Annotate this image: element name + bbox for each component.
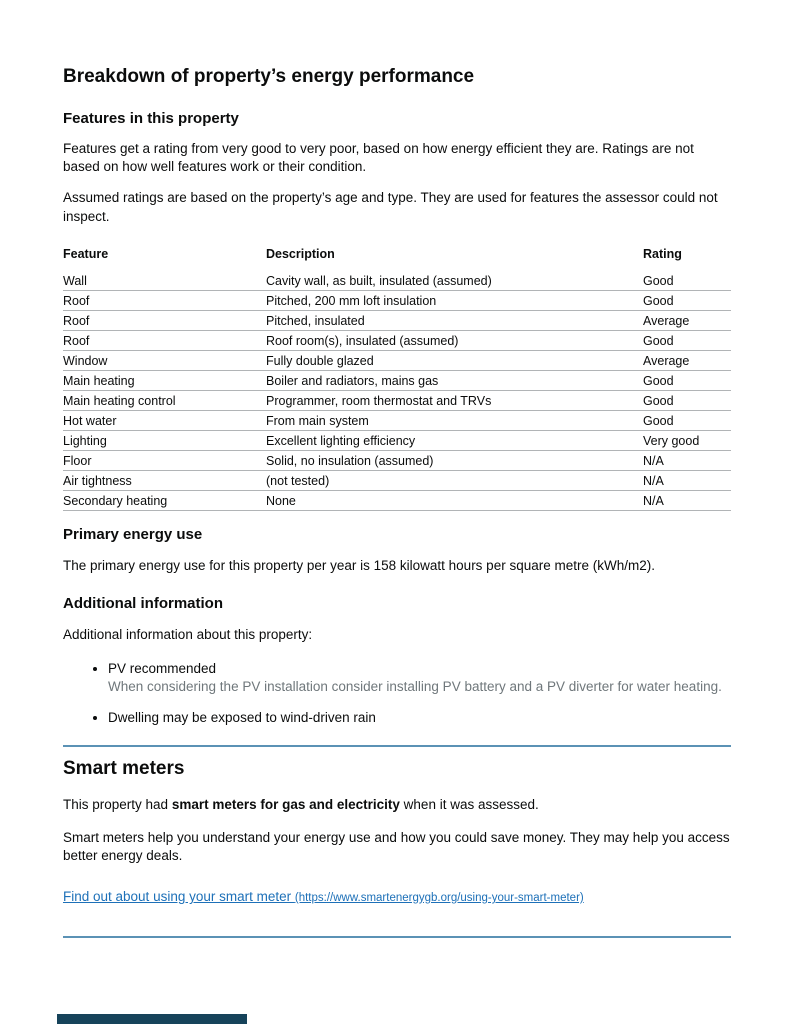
table-row <box>63 451 731 471</box>
rating-cell: Good <box>643 411 731 431</box>
table-row <box>63 271 731 291</box>
description-cell: Pitched, 200 mm loft insulation <box>266 291 643 311</box>
additional-info-list <box>63 660 731 728</box>
description-cell: From main system <box>266 411 643 431</box>
feature-cell: Wall <box>63 271 266 291</box>
page-footer-bar <box>57 1014 247 1024</box>
description-cell: (not tested) <box>266 471 643 491</box>
rating-cell: N/A <box>643 451 731 471</box>
rating-cell: N/A <box>643 471 731 491</box>
description-cell: Programmer, room thermostat and TRVs <box>266 391 643 411</box>
assessed-prefix: This property had <box>63 797 172 813</box>
features-table <box>63 247 731 511</box>
table-row <box>63 331 731 351</box>
link-url-text: (https://www.smartenergygb.org/using-your-smart-meter) <box>294 892 584 905</box>
rating-cell: Good <box>643 391 731 411</box>
feature-cell: Window <box>63 351 266 371</box>
table-row <box>63 371 731 391</box>
assessed-suffix: when it was assessed. <box>399 797 539 813</box>
table-row <box>63 431 731 451</box>
description-cell: Pitched, insulated <box>266 311 643 331</box>
feature-cell: Hot water <box>63 411 266 431</box>
table-row <box>63 411 731 431</box>
description-cell: Fully double glazed <box>266 351 643 371</box>
smart-meters-heading: Smart meters <box>63 758 185 780</box>
features-heading: Features in this property <box>63 109 239 127</box>
smart-meters-info-paragraph: Smart meters help you understand your energy use and how you could save money. They may help you access better energy deals. <box>63 829 730 864</box>
bullet-note: When considering the PV installation consider installing PV battery and a PV diverter for water heating. <box>108 679 722 695</box>
rating-cell: Very good <box>643 431 731 451</box>
table-row <box>63 351 731 371</box>
description-cell: Solid, no insulation (assumed) <box>266 451 643 471</box>
feature-cell: Air tightness <box>63 471 266 491</box>
list-item <box>108 709 731 728</box>
smart-meter-link[interactable] <box>63 889 584 904</box>
additional-info-intro: Additional information about this property: <box>63 626 313 642</box>
description-cell: Excellent lighting efficiency <box>266 431 643 451</box>
feature-cell: Main heating <box>63 371 266 391</box>
feature-cell: Main heating control <box>63 391 266 411</box>
features-table-header-row <box>63 247 731 271</box>
primary-energy-heading: Primary energy use <box>63 526 203 544</box>
table-row <box>63 311 731 331</box>
smart-meter-link-paragraph <box>63 888 731 907</box>
feature-cell: Roof <box>63 331 266 351</box>
column-header-description: Description <box>266 247 335 262</box>
rating-cell: N/A <box>643 491 731 511</box>
smart-meters-assessed-paragraph <box>63 796 731 815</box>
additional-info-heading: Additional information <box>63 594 223 612</box>
feature-cell: Secondary heating <box>63 491 266 511</box>
assessed-bold: smart meters for gas and electricity <box>171 797 400 813</box>
rating-cell: Good <box>643 271 731 291</box>
rating-cell: Good <box>643 331 731 351</box>
rating-cell: Average <box>643 351 731 371</box>
rating-cell: Average <box>643 311 731 331</box>
table-row <box>63 491 731 511</box>
column-header-feature: Feature <box>63 247 109 262</box>
section-divider <box>63 745 731 747</box>
table-row <box>63 471 731 491</box>
feature-cell: Roof <box>63 291 266 311</box>
link-label: Find out about using your smart meter <box>63 889 295 905</box>
description-cell: Cavity wall, as built, insulated (assumed) <box>266 271 643 291</box>
features-intro-paragraph: Features get a rating from very good to very poor, based on how energy efficient they are. Ratings are not based on how well features work or their condition. <box>63 140 694 175</box>
rating-cell: Good <box>643 371 731 391</box>
page-title: Breakdown of property’s energy performance <box>63 66 475 87</box>
feature-cell: Lighting <box>63 431 266 451</box>
description-cell: None <box>266 491 643 511</box>
feature-cell: Roof <box>63 311 266 331</box>
rating-cell: Good <box>643 291 731 311</box>
list-item <box>108 660 731 697</box>
description-cell: Roof room(s), insulated (assumed) <box>266 331 643 351</box>
assumed-ratings-paragraph: Assumed ratings are based on the property’s age and type. They are used for features the assessor could not inspect. <box>63 190 718 224</box>
bottom-divider <box>63 936 731 938</box>
bullet-title: Dwelling may be exposed to wind-driven rain <box>108 709 376 725</box>
primary-energy-paragraph: The primary energy use for this property per year is 158 kilowatt hours per square metre (kWh/m2). <box>63 558 655 574</box>
feature-cell: Floor <box>63 451 266 471</box>
column-header-rating: Rating <box>643 247 682 262</box>
table-row <box>63 391 731 411</box>
table-row <box>63 291 731 311</box>
description-cell: Boiler and radiators, mains gas <box>266 371 643 391</box>
bullet-title: PV recommended <box>108 660 217 676</box>
